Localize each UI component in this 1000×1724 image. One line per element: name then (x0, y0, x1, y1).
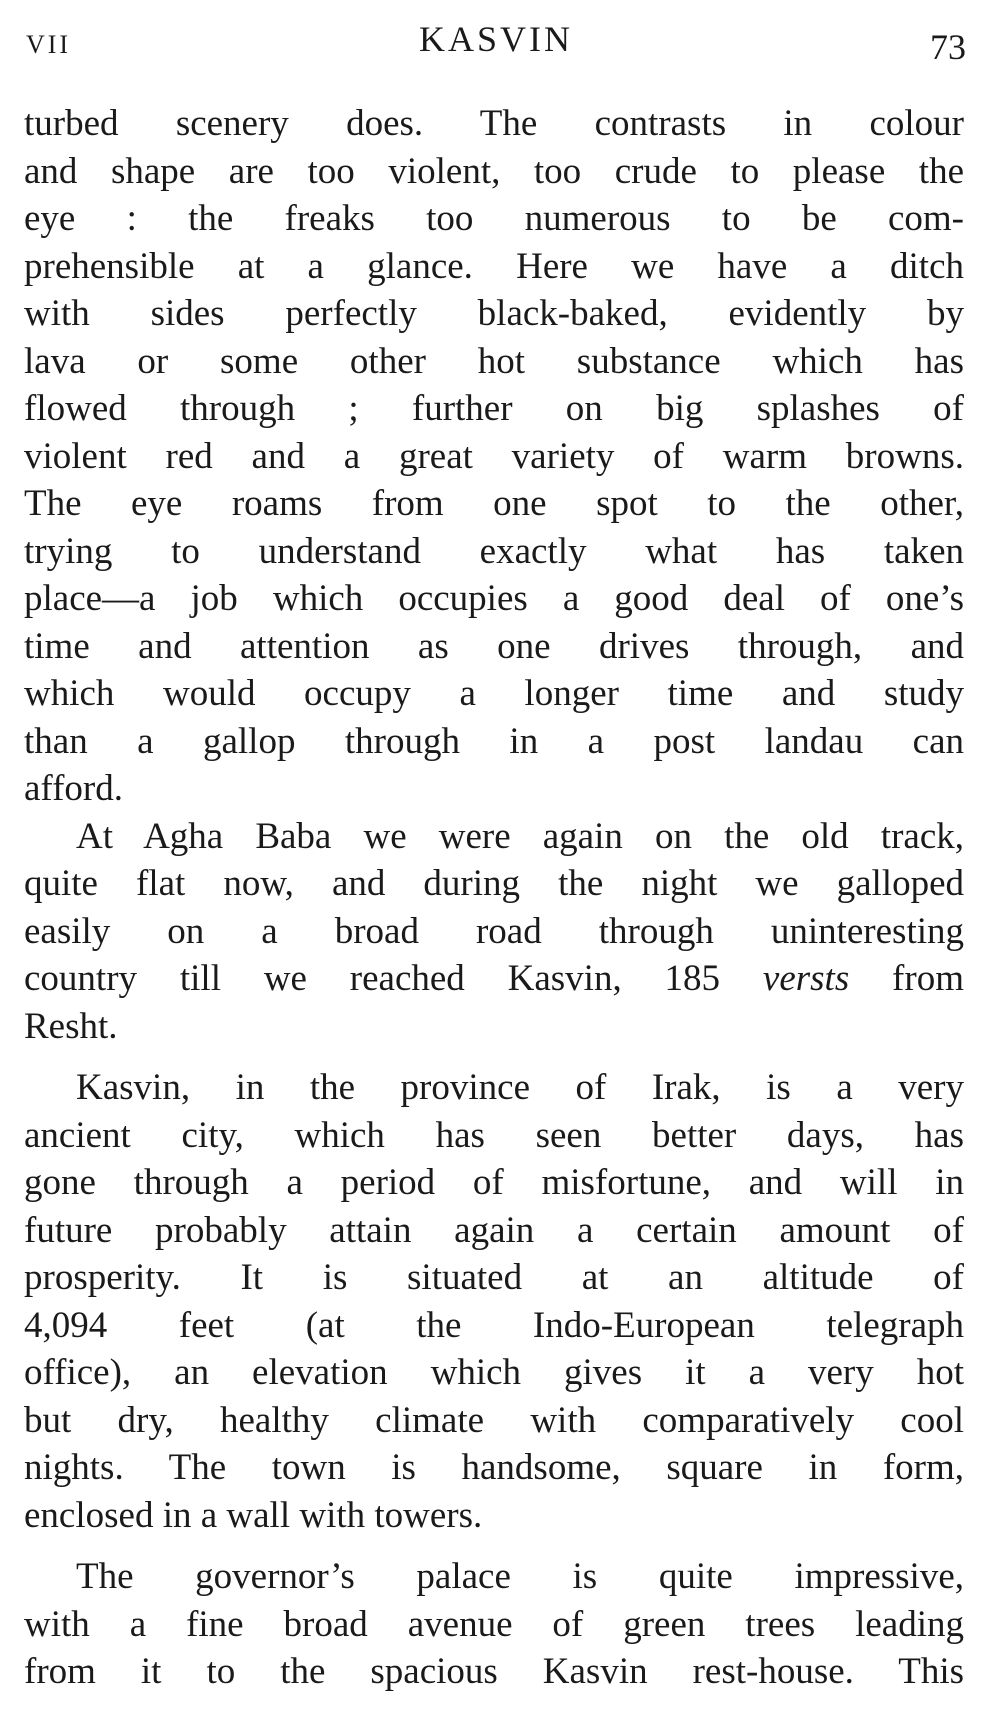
text-line: future probably attain again a certain amount of (24, 1209, 964, 1251)
text-line: Resht. (24, 1005, 118, 1047)
text-line: from it to the spacious Kasvin rest-house. This (24, 1651, 964, 1692)
text-line: nights. The town is handsome, square in form, (24, 1447, 964, 1488)
running-title: KASVIN (418, 19, 573, 59)
text-line: easily on a broad road through uninteresting (24, 910, 964, 952)
text-line: turbed scenery does. The contrasts in colour (24, 103, 964, 144)
text-line: time and attention as one drives through, and (24, 625, 964, 667)
text-line: which would occupy a longer time and study (24, 673, 964, 714)
paragraph-4 (24, 1553, 964, 1696)
text-line: prosperity. It is situated at an altitude of (24, 1257, 964, 1298)
text-line: office), an elevation which gives it a very hot (24, 1352, 964, 1393)
text-line: gone through a period of misfortune, and will in (24, 1162, 964, 1203)
paragraph-3 (24, 1064, 964, 1539)
text-line: and shape are too violent, too crude to please the (24, 150, 964, 192)
text-line: prehensible at a glance. Here we have a ditch (24, 245, 964, 287)
paragraph-2 (24, 813, 964, 1051)
text-line: Kasvin, in the province of Irak, is a very (76, 1067, 964, 1108)
text-line: place—a job which occupies a good deal of one’s (24, 578, 964, 619)
text-line: ancient city, which has seen better days, has (24, 1114, 964, 1156)
paragraph-1 (24, 100, 964, 813)
text-segment: country till we reached Kasvin, 185 (24, 958, 763, 999)
text-line: afford. (24, 768, 123, 809)
text-line: with a fine broad avenue of green trees leading (24, 1603, 964, 1645)
text-line: At Agha Baba we were again on the old track, (76, 815, 964, 857)
text-line: than a gallop through in a post landau can (24, 720, 964, 762)
chapter-number: VII (26, 30, 72, 59)
text-line: 4,094 feet (at the Indo-European telegraph (24, 1304, 964, 1346)
italic-term: versts (762, 958, 850, 999)
text-line: enclosed in a wall with towers. (24, 1494, 483, 1536)
text-line: but dry, healthy climate with comparatively cool (24, 1399, 964, 1441)
text-line: violent red and a great variety of warm browns. (24, 435, 964, 477)
page-number: 73 (930, 27, 966, 67)
text-segment: from (849, 958, 964, 999)
text-line: flowed through ; further on big splashes of (24, 388, 964, 429)
running-head (26, 18, 966, 68)
text-line: with sides perfectly black-baked, evidently by (24, 293, 964, 334)
text-line: The governor’s palace is quite impressive, (76, 1556, 964, 1597)
text-line: quite flat now, and during the night we galloped (24, 863, 964, 904)
text-line-with-italic (24, 955, 964, 1003)
text-line: The eye roams from one spot to the other, (24, 483, 964, 524)
text-line: lava or some other hot substance which has (24, 340, 964, 382)
text-line: eye : the freaks too numerous to be com- (24, 198, 964, 239)
text-line: trying to understand exactly what has taken (24, 530, 964, 572)
body-text (24, 100, 964, 1696)
